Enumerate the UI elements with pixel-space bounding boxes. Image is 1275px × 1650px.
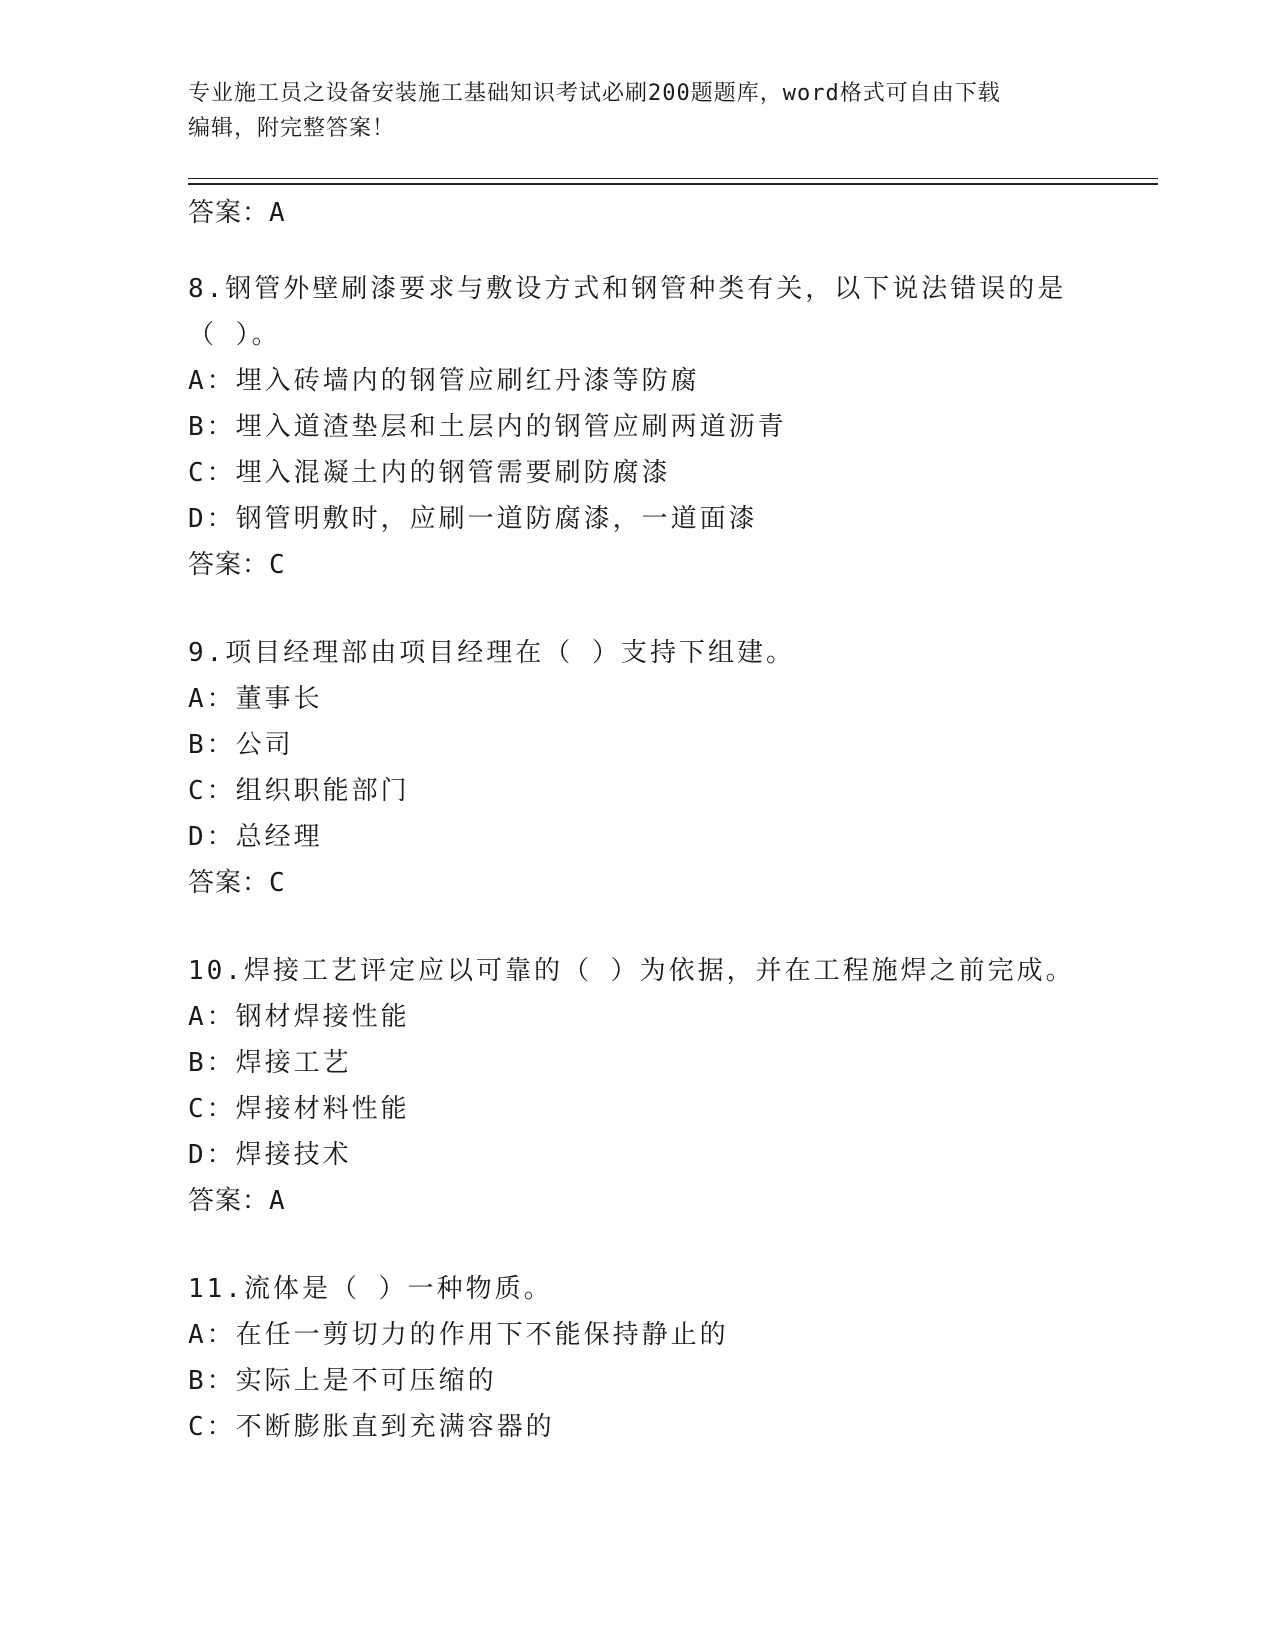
option-a: A：董事长	[188, 684, 323, 714]
option-b: B：焊接工艺	[188, 1048, 352, 1078]
option-a: A：钢材焊接性能	[188, 1002, 410, 1032]
answer-label: 答案：	[188, 868, 270, 898]
document-header	[188, 76, 1088, 146]
question-list	[188, 190, 1108, 1450]
question-8	[188, 266, 1108, 588]
question-stem: 8.钢管外壁刷漆要求与敷设方式和钢管种类有关，以下说法错误的是	[188, 274, 1067, 304]
question-11	[188, 1266, 1108, 1450]
header-title-line-1: 专业施工员之设备安装施工基础知识考试必刷200题题库，word格式可自由下载	[188, 81, 1001, 106]
answer-value: C	[269, 550, 286, 580]
option-c: C：不断膨胀直到充满容器的	[188, 1412, 555, 1442]
answer-value: A	[269, 198, 286, 228]
option-c: C：组织职能部门	[188, 776, 410, 806]
option-b: B：公司	[188, 730, 294, 760]
option-b: B：埋入道渣垫层和土层内的钢管应刷两道沥青	[188, 412, 787, 442]
question-9	[188, 630, 1108, 906]
header-rule-thick	[188, 183, 1158, 185]
answer-line	[188, 190, 1108, 236]
answer-line	[188, 542, 1108, 588]
question-stem: 11.流体是（ ）一种物质。	[188, 1274, 553, 1304]
option-d: D：焊接技术	[188, 1140, 352, 1170]
option-a: A：埋入砖墙内的钢管应刷红丹漆等防腐	[188, 366, 700, 396]
answer-label: 答案：	[188, 198, 270, 228]
answer-value: A	[269, 1186, 286, 1216]
answer-line	[188, 1178, 1108, 1224]
answer-value: C	[269, 868, 286, 898]
header-rule-thin	[188, 178, 1158, 179]
question-stem: 9.项目经理部由项目经理在（ ）支持下组建。	[188, 638, 795, 668]
option-d: D：总经理	[188, 822, 323, 852]
option-b: B：实际上是不可压缩的	[188, 1366, 497, 1396]
header-title-line-2: 编辑，附完整答案！	[188, 116, 396, 141]
question-stem: 10.焊接工艺评定应以可靠的（ ）为依据，并在工程施焊之前完成。	[188, 956, 1075, 986]
question-10	[188, 948, 1108, 1224]
answer-line	[188, 860, 1108, 906]
option-a: A：在任一剪切力的作用下不能保持静止的	[188, 1320, 729, 1350]
option-d: D：钢管明敷时，应刷一道防腐漆，一道面漆	[188, 504, 758, 534]
question-stem-continued: （ ）。	[188, 320, 281, 350]
answer-label: 答案：	[188, 550, 270, 580]
option-c: C：埋入混凝土内的钢管需要刷防腐漆	[188, 458, 671, 488]
option-c: C：焊接材料性能	[188, 1094, 410, 1124]
answer-label: 答案：	[188, 1186, 270, 1216]
